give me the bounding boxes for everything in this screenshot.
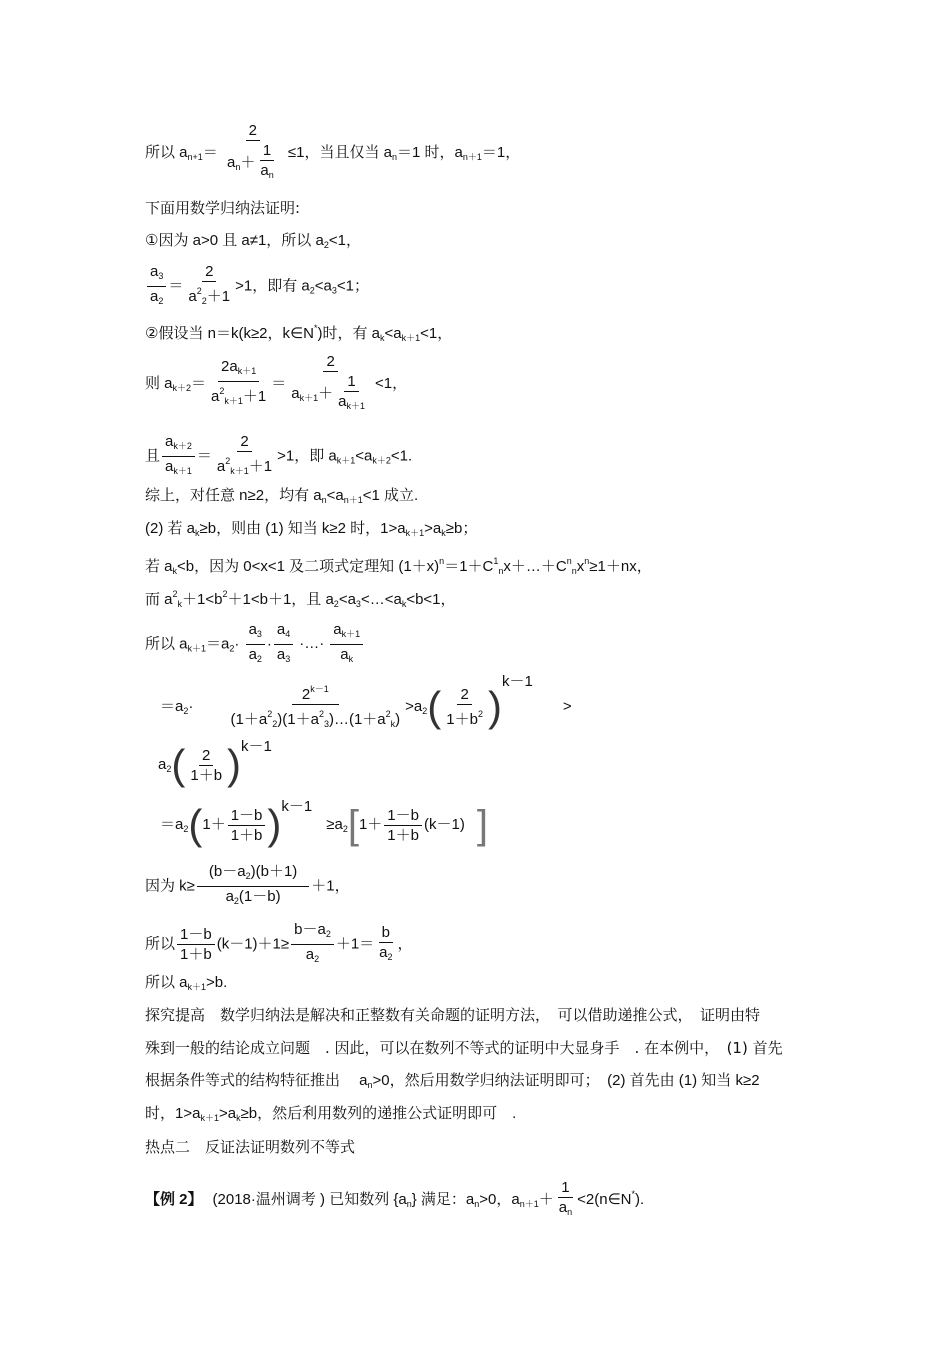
text: b－a bbox=[294, 921, 326, 938]
left-paren: ( bbox=[427, 683, 442, 730]
eq-line-1 bbox=[145, 121, 520, 185]
sub: 2 bbox=[256, 654, 262, 664]
text: a bbox=[188, 288, 197, 305]
text: } 满足：a bbox=[411, 1190, 475, 1208]
denominator bbox=[185, 282, 233, 311]
numerator bbox=[197, 862, 309, 887]
text: ＝ bbox=[191, 374, 207, 392]
text: <1. bbox=[390, 447, 413, 465]
text: a bbox=[248, 621, 257, 638]
text: ， bbox=[397, 935, 413, 953]
sub: 2 bbox=[245, 871, 251, 881]
sub: 2 bbox=[314, 954, 320, 964]
text: (k－1)＋1≥ bbox=[216, 935, 290, 953]
fraction bbox=[208, 357, 269, 411]
sup: n bbox=[584, 556, 590, 566]
denominator: 1＋b bbox=[230, 826, 263, 844]
sub: 3 bbox=[256, 629, 262, 639]
sup: 2 bbox=[225, 456, 231, 466]
text: · bbox=[266, 635, 272, 653]
sub: 2 bbox=[166, 763, 172, 774]
sub: n bbox=[321, 495, 327, 505]
sup: 2 bbox=[172, 589, 178, 599]
sub: 3 bbox=[355, 599, 361, 609]
text: a bbox=[276, 646, 286, 663]
sub: k＋1 bbox=[200, 1113, 219, 1123]
text: 2 bbox=[301, 686, 311, 703]
text: <1， bbox=[328, 232, 361, 249]
sub: 2 bbox=[325, 929, 331, 939]
denominator bbox=[337, 645, 356, 669]
fraction bbox=[228, 806, 266, 845]
text: a bbox=[333, 621, 342, 638]
numerator: 1－b bbox=[384, 806, 422, 826]
sub: 3 bbox=[323, 719, 329, 729]
text: >0，然后用数学归纳法证明即可； (2) 首先由 (1) 知当 k≥2 bbox=[372, 1072, 760, 1089]
sub: k＋1 bbox=[224, 396, 243, 406]
numerator bbox=[147, 262, 166, 287]
numerator: 2 bbox=[237, 432, 251, 452]
text: ＝1， bbox=[481, 143, 521, 161]
eq-line-17 bbox=[145, 920, 413, 969]
text: a bbox=[260, 162, 269, 179]
sub: 3 bbox=[158, 271, 164, 281]
fraction bbox=[330, 620, 363, 669]
numerator: 2 bbox=[246, 121, 260, 141]
fraction bbox=[197, 862, 309, 911]
sub: k bbox=[348, 654, 354, 664]
fraction bbox=[187, 746, 225, 785]
sub: k＋2 bbox=[372, 455, 391, 466]
denominator bbox=[208, 382, 269, 411]
denominator bbox=[162, 457, 195, 481]
sub: n bbox=[474, 1198, 480, 1209]
eq-line-12 bbox=[145, 620, 365, 669]
text: ≥b，然后利用数列的递推公式证明即可 . bbox=[240, 1105, 517, 1122]
text: x bbox=[576, 558, 585, 575]
text: >a bbox=[405, 697, 423, 715]
sub: 2 bbox=[183, 823, 189, 834]
numerator: 2 bbox=[323, 352, 337, 372]
text: ＝a bbox=[160, 697, 184, 715]
text: ＝1 时，a bbox=[397, 143, 463, 161]
numerator bbox=[218, 357, 259, 382]
text: <b<1， bbox=[406, 591, 456, 608]
numerator: b bbox=[379, 923, 393, 943]
eq-line-13 bbox=[160, 673, 572, 734]
text: <a bbox=[326, 487, 344, 504]
text: ·…· bbox=[299, 635, 325, 653]
text: ②假设当 n＝k(k≥2，k∈N bbox=[145, 325, 314, 342]
fraction bbox=[177, 925, 215, 964]
text: <1， bbox=[420, 325, 453, 342]
exponent: k－1 bbox=[241, 738, 272, 755]
text: · bbox=[188, 697, 194, 715]
fraction bbox=[291, 920, 334, 969]
numerator: 2 bbox=[202, 262, 216, 282]
sub: 2 bbox=[201, 296, 207, 306]
fraction bbox=[384, 806, 422, 845]
sub: n bbox=[391, 151, 397, 162]
text: 1＋b bbox=[446, 711, 478, 728]
sub: k bbox=[172, 566, 178, 576]
sub: n bbox=[235, 161, 241, 172]
sub: n bbox=[268, 170, 274, 180]
fraction bbox=[443, 685, 486, 729]
numerator bbox=[292, 680, 339, 705]
fraction bbox=[224, 121, 282, 185]
text: <1； bbox=[336, 277, 369, 295]
text: a bbox=[158, 755, 167, 773]
fraction bbox=[246, 620, 265, 669]
sub: k bbox=[195, 528, 200, 538]
denominator bbox=[335, 392, 368, 416]
text: )…(1＋a bbox=[328, 711, 386, 728]
sub: 2 bbox=[229, 643, 235, 654]
sup: 2 bbox=[222, 589, 228, 599]
text-line-11 bbox=[145, 584, 456, 614]
sub: n＋1 bbox=[519, 1198, 539, 1209]
text: )(b＋1) bbox=[250, 863, 298, 880]
text: (1－b) bbox=[238, 888, 281, 905]
denominator bbox=[246, 645, 265, 669]
sub: 2 bbox=[342, 823, 348, 834]
text-line-5 bbox=[145, 318, 452, 348]
sup: * bbox=[631, 1188, 635, 1199]
text: a bbox=[226, 153, 236, 171]
text: 综上，对任意 n≥2，均有 a bbox=[145, 487, 322, 504]
text: <a bbox=[314, 277, 332, 295]
text: ＋1 bbox=[248, 458, 273, 475]
fraction bbox=[376, 923, 395, 967]
text: a bbox=[558, 1199, 568, 1216]
text: ＋ bbox=[240, 153, 256, 171]
sub: n＋1 bbox=[462, 151, 482, 162]
sup: 2 bbox=[267, 709, 273, 719]
sup: 2 bbox=[219, 386, 225, 396]
text-line-2: 下面用数学归纳法证明: bbox=[145, 199, 301, 217]
text: (b－a bbox=[208, 863, 246, 880]
numerator: 1 bbox=[260, 141, 274, 161]
text: a bbox=[211, 388, 220, 405]
text: > bbox=[562, 697, 572, 715]
left-paren: ( bbox=[171, 741, 186, 788]
paragraph-line-3 bbox=[145, 1071, 760, 1095]
text: >1，即有 a bbox=[235, 277, 310, 295]
sub: n bbox=[498, 566, 504, 576]
sub: k＋1 bbox=[187, 643, 207, 654]
denominator bbox=[224, 141, 282, 185]
sub: k＋1 bbox=[346, 401, 366, 411]
text: a bbox=[150, 263, 159, 280]
eq-line-7 bbox=[145, 432, 412, 481]
text: <a bbox=[338, 591, 356, 608]
text: a bbox=[150, 288, 159, 305]
text: 所以 bbox=[145, 935, 176, 953]
text: a bbox=[305, 946, 315, 963]
text: ＋1<b＋1，且 a bbox=[227, 591, 334, 608]
text: · bbox=[234, 635, 240, 653]
text: ≥b，则由 (1) 知当 k≥2 时，1>a bbox=[199, 520, 406, 537]
sub: 4 bbox=[285, 629, 291, 639]
sub: 2 bbox=[183, 705, 189, 716]
sub: 2 bbox=[233, 896, 239, 906]
text: (2) 若 a bbox=[145, 520, 196, 537]
text: <2(n∈N bbox=[577, 1190, 632, 1208]
denominator bbox=[147, 287, 166, 311]
numerator: 1 bbox=[344, 372, 358, 392]
text: a bbox=[165, 458, 174, 475]
numerator: 2 bbox=[457, 685, 471, 705]
right-paren: ) bbox=[267, 801, 282, 848]
sub: k＋1 bbox=[299, 392, 319, 403]
text-line-10 bbox=[145, 551, 652, 581]
fraction bbox=[274, 620, 293, 669]
text: ≥b； bbox=[445, 520, 478, 537]
paragraph-line-4 bbox=[145, 1104, 516, 1128]
sup: 2 bbox=[477, 709, 483, 719]
text: 1＋ bbox=[202, 815, 226, 833]
eq-line-15 bbox=[160, 798, 488, 848]
text-line-9 bbox=[145, 519, 477, 543]
text: >b. bbox=[206, 974, 228, 991]
sub: k＋1 bbox=[230, 466, 249, 476]
sup: 2 bbox=[318, 709, 324, 719]
text: ＋ bbox=[538, 1190, 554, 1208]
text: 且 bbox=[145, 447, 161, 465]
sub: 2 bbox=[387, 951, 393, 962]
text: )时，有 a bbox=[317, 325, 380, 342]
sub: k bbox=[177, 599, 183, 609]
paragraph-line-2: 殊到一般的结论成立问题 . 因此，可以在数列不等式的证明中大显身手 . 在本例中， (1) 首先 bbox=[145, 1039, 783, 1057]
denominator bbox=[274, 645, 293, 669]
numerator: 1－b bbox=[228, 806, 266, 826]
text: >0，a bbox=[479, 1190, 520, 1208]
text: 根据条件等式的结构特征推出 a bbox=[145, 1072, 368, 1089]
sub: k＋1 bbox=[401, 333, 421, 343]
text-line-3 bbox=[145, 231, 361, 255]
sub: k＋1 bbox=[336, 455, 356, 466]
left-paren: ( bbox=[188, 801, 203, 848]
eq-line-14 bbox=[158, 738, 272, 788]
text: >1，即 a bbox=[277, 447, 337, 465]
text: ＝ bbox=[271, 374, 287, 392]
numerator: 1－b bbox=[177, 925, 215, 945]
text: <…<a bbox=[360, 591, 402, 608]
numerator bbox=[330, 620, 363, 645]
text: a bbox=[338, 393, 347, 410]
text: ＋1<b bbox=[182, 591, 223, 608]
text: ＋1 bbox=[242, 388, 267, 405]
sub: k bbox=[441, 528, 446, 538]
sup: n bbox=[439, 556, 445, 566]
numerator: 1 bbox=[558, 1178, 572, 1198]
text: ＝a bbox=[206, 635, 230, 653]
text: ≥a bbox=[326, 815, 343, 833]
text: x＋…＋C bbox=[503, 558, 567, 575]
sub: 3 bbox=[285, 654, 291, 664]
sub: 2 bbox=[333, 599, 339, 609]
fraction bbox=[228, 680, 404, 734]
text: <b，因为 0<x<1 及二项式定理知 (1＋x) bbox=[177, 558, 440, 575]
text: <1 成立. bbox=[362, 487, 419, 504]
text: <1， bbox=[375, 374, 408, 392]
text: a bbox=[225, 888, 234, 905]
inner-fraction bbox=[335, 372, 368, 416]
text: a bbox=[276, 621, 286, 638]
sub: n bbox=[406, 1198, 412, 1209]
text: a bbox=[165, 433, 174, 450]
section-heading: 热点二 反证法证明数列不等式 bbox=[145, 1138, 356, 1156]
sup: * bbox=[313, 323, 318, 333]
numerator bbox=[246, 620, 265, 645]
text: ≥1＋nx， bbox=[589, 558, 652, 575]
sub: n bbox=[567, 1207, 573, 1217]
sub: k＋1 bbox=[187, 982, 207, 992]
text: 时，1>a bbox=[145, 1105, 201, 1122]
text: ＝ bbox=[202, 143, 218, 161]
eq-line-16 bbox=[145, 862, 350, 911]
sub: k＋1 bbox=[237, 366, 257, 376]
text: a bbox=[216, 458, 226, 475]
eq-line-6 bbox=[145, 352, 407, 416]
text: <a bbox=[355, 447, 373, 465]
text: ＝ bbox=[168, 277, 184, 295]
text: (2018·温州调考 ) 已知数列 {a bbox=[212, 1190, 407, 1208]
sub: k bbox=[401, 599, 407, 609]
numerator bbox=[291, 920, 334, 945]
right-paren: ) bbox=[488, 683, 502, 730]
sub: 2 bbox=[422, 705, 428, 716]
text: a bbox=[379, 943, 388, 961]
fraction bbox=[162, 432, 195, 481]
numerator bbox=[274, 620, 293, 645]
example-line bbox=[145, 1178, 644, 1222]
sub: n+1 bbox=[187, 151, 203, 162]
text: >a bbox=[218, 1105, 237, 1122]
text: a bbox=[291, 384, 300, 402]
example-label: 【例 2】 bbox=[145, 1190, 203, 1208]
sub: k＋1 bbox=[341, 629, 361, 639]
sup: 1 bbox=[493, 556, 499, 566]
text: 所以 a bbox=[145, 974, 188, 991]
sub: n bbox=[367, 1080, 373, 1090]
sub: k bbox=[236, 1113, 241, 1123]
denominator bbox=[303, 945, 322, 969]
fraction bbox=[214, 432, 275, 481]
text: (k－1) bbox=[423, 815, 465, 833]
text: ＋1＝ bbox=[335, 935, 375, 953]
left-bracket: [ bbox=[347, 803, 359, 847]
sub: k＋2 bbox=[172, 382, 192, 393]
sup: 2 bbox=[196, 286, 202, 296]
sub: 2 bbox=[158, 296, 164, 306]
denominator bbox=[214, 452, 275, 481]
sub: n＋1 bbox=[343, 495, 363, 505]
text: ＝ bbox=[196, 447, 212, 465]
text: ＝a bbox=[160, 815, 184, 833]
denominator bbox=[228, 705, 404, 734]
exponent: k－1 bbox=[502, 673, 533, 690]
text-line-18 bbox=[145, 973, 227, 997]
denominator bbox=[376, 943, 395, 967]
text: 若 a bbox=[145, 558, 173, 575]
sup: n bbox=[566, 556, 572, 566]
text: ＋1 bbox=[206, 288, 231, 305]
text: 2a bbox=[221, 358, 238, 375]
sup: k－1 bbox=[310, 684, 329, 694]
text: <a bbox=[384, 325, 402, 342]
text: ＝1＋C bbox=[444, 558, 494, 575]
fraction bbox=[185, 262, 233, 311]
denominator: 1＋b bbox=[180, 946, 212, 963]
text: 所以 a bbox=[145, 143, 188, 161]
sub: k＋1 bbox=[173, 466, 192, 476]
text-line-8 bbox=[145, 486, 418, 510]
sub: k bbox=[390, 719, 396, 729]
numerator bbox=[162, 432, 195, 457]
text: ≤1，当且仅当 a bbox=[287, 143, 392, 161]
text: ) bbox=[395, 711, 401, 728]
denominator: 1＋b bbox=[387, 826, 419, 844]
text: )(1＋a bbox=[277, 711, 319, 728]
text: 1＋ bbox=[358, 815, 383, 833]
eq-line-4 bbox=[145, 262, 369, 311]
sub: 3 bbox=[331, 285, 337, 296]
text: a bbox=[340, 646, 349, 663]
denominator: 1＋b bbox=[190, 766, 223, 784]
text: >a bbox=[424, 520, 442, 537]
fraction bbox=[147, 262, 166, 311]
text: 则 a bbox=[145, 374, 173, 392]
exponent: k－1 bbox=[281, 798, 313, 815]
sup: 2 bbox=[385, 709, 391, 719]
fraction bbox=[288, 352, 373, 416]
text: (1＋a bbox=[230, 711, 268, 728]
sub: 2 bbox=[323, 240, 329, 250]
right-bracket: ] bbox=[476, 803, 488, 847]
denominator bbox=[257, 161, 276, 185]
sub: k＋1 bbox=[405, 528, 425, 538]
sub: n bbox=[571, 566, 577, 576]
sub: k bbox=[379, 333, 385, 343]
inner-fraction bbox=[257, 141, 276, 185]
text: ①因为 a>0 且 a≠1，所以 a bbox=[145, 232, 324, 249]
sub: 2 bbox=[272, 719, 278, 729]
sub: k＋2 bbox=[173, 441, 192, 451]
denominator bbox=[223, 887, 284, 911]
fraction bbox=[556, 1178, 575, 1222]
denominator bbox=[288, 372, 373, 416]
text: ＋ bbox=[318, 384, 334, 402]
paragraph-line-1: 探究提高 数学归纳法是解决和正整数有关命题的证明方法， 可以借助递推公式， 证明由特 bbox=[145, 1006, 761, 1024]
text: 因为 k≥ bbox=[145, 877, 195, 895]
text: 而 a bbox=[145, 591, 173, 608]
right-paren: ) bbox=[227, 741, 242, 788]
text: a bbox=[248, 646, 257, 663]
numerator: 2 bbox=[199, 746, 213, 766]
denominator bbox=[443, 705, 486, 729]
text: ＋1， bbox=[311, 877, 350, 895]
sub: 2 bbox=[309, 285, 315, 296]
text: ). bbox=[635, 1190, 645, 1208]
text: 所以 a bbox=[145, 635, 188, 653]
denominator bbox=[556, 1198, 575, 1222]
